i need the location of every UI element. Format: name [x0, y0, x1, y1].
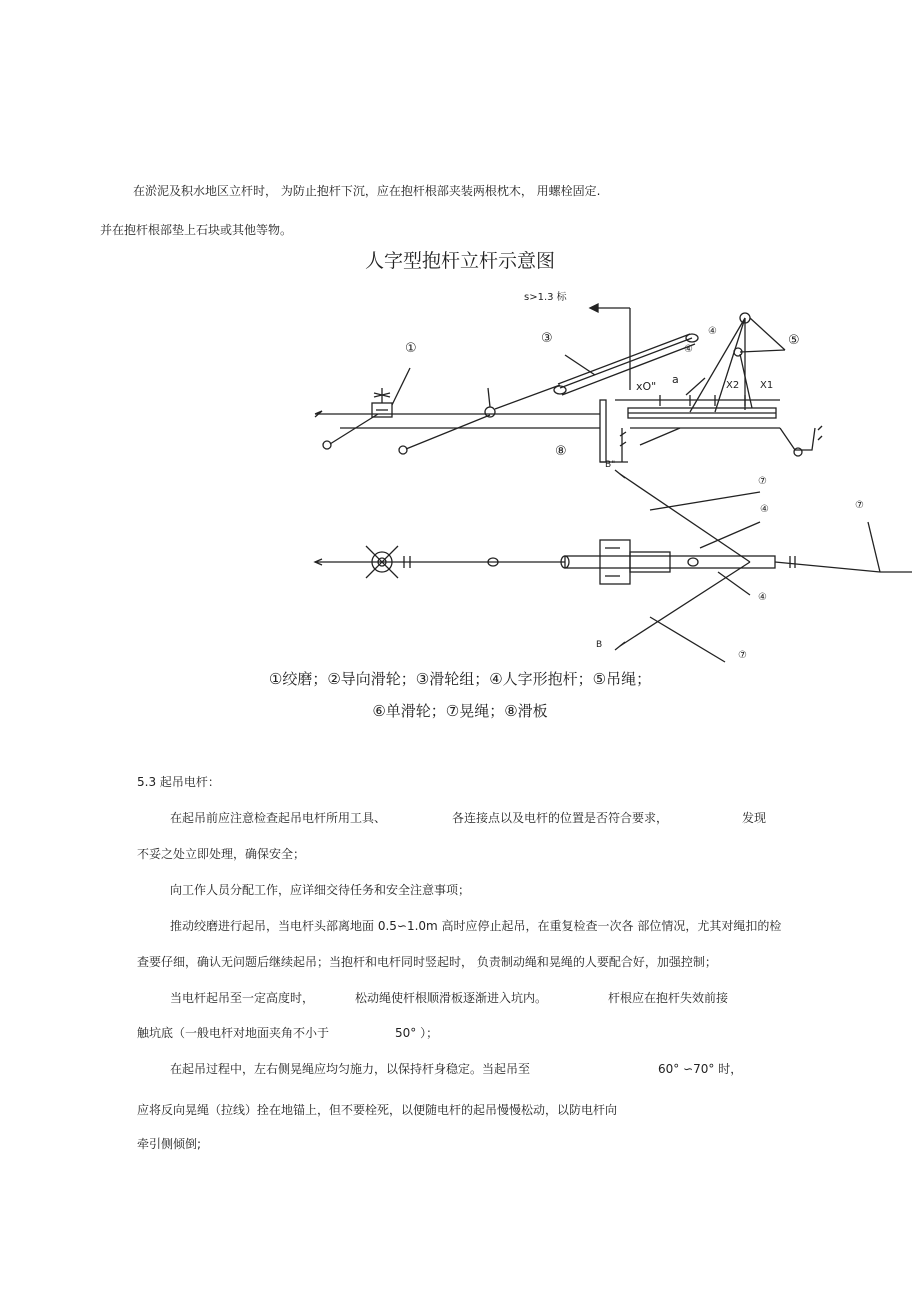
legend-line-1: ①绞磨；②导向滑轮；③滑轮组；④人字形抱杆；⑤吊绳；: [268, 670, 652, 688]
gin-pole-leg-1: [690, 318, 745, 412]
label-circle-4c: ④: [760, 504, 769, 515]
label-x1: X1: [760, 380, 774, 391]
pit-plan: [600, 540, 630, 584]
legend-line-2: ⑥单滑轮；⑦晃绳；⑧滑板: [372, 702, 548, 720]
winch-symbol: [372, 388, 392, 417]
p5-part-b: 60° ∽70° 时，: [658, 1062, 743, 1076]
section-heading: 5.3 起吊电杆：: [137, 775, 220, 789]
slide-board: [600, 400, 606, 462]
leader-3: [565, 355, 595, 375]
p4-part-c: 杆根应在抱杆失效前接: [608, 991, 729, 1005]
p1-part-a: 在起吊前应注意检查起吊电杆所用工具、: [170, 811, 387, 825]
p4-part-a: 当电杆起吊至一定高度时，: [170, 991, 315, 1005]
guy-rope-2: [620, 562, 750, 646]
p1-part-d: 不妥之处立即处理，确保安全；: [137, 847, 306, 861]
anchor-line-1: [330, 414, 378, 444]
p4-part-d: 触坑底（一般电杆对地面夹角不小于: [137, 1026, 330, 1040]
p5-part-d: 牵引侧倾倒;: [137, 1137, 202, 1151]
label-b: B: [596, 640, 603, 650]
p1-part-b: 各连接点以及电杆的位置是否符合要求，: [452, 811, 669, 825]
intro-line-2: 并在抱杆根部垫上石块或其他等物。: [100, 223, 293, 237]
p4-part-b: 松动绳使杆根顺滑板逐渐进入坑内。: [355, 991, 548, 1005]
p3-line-1: 推动绞磨进行起吊，当电杆头部离地面 0.5∽1.0m 高时应停止起吊，在重复检查一次各 部位情况，尤其对绳扣的检: [170, 919, 782, 933]
label-a: a: [672, 373, 679, 386]
anchor-ring-2: [399, 446, 407, 454]
anchor-line-2: [406, 415, 490, 449]
figure-title: 人字型抱杆立杆示意图: [364, 250, 555, 272]
label-circle-8: ⑧: [555, 444, 567, 459]
p2: 向工作人员分配工作，应详细交待任务和安全注意事项；: [170, 883, 471, 897]
label-circle-7b: ⑦: [855, 500, 864, 511]
label-circle-1: ①: [405, 341, 417, 356]
label-top-note: s>1.3 标: [524, 292, 567, 303]
gin-pole-leg-2: [715, 318, 745, 412]
label-circle-4d: ④: [758, 592, 767, 603]
guy-rope-1: [620, 474, 750, 562]
p4-part-e: 50° ）；: [395, 1026, 439, 1040]
p5-part-c: 应将反向晃绳（拉线）拴在地锚上，但不要栓死，以便随电杆的起吊慢慢松动，以防电杆向: [137, 1103, 618, 1117]
label-circle-5: ⑤: [788, 333, 800, 348]
label-circle-4a: ④: [708, 326, 717, 337]
label-circle-3: ③: [541, 331, 553, 346]
p1-part-c: 发现: [742, 811, 767, 825]
label-circle-4b: ④: [684, 344, 693, 355]
anchor-ring-1: [323, 441, 331, 449]
intro-line-1: 在淤泥及积水地区立杆时， 为防止抱杆下沉，应在抱杆根部夹装两根枕木， 用螺栓固定.: [133, 184, 601, 198]
label-xo: xO": [636, 380, 657, 393]
label-circle-7c: ⑦: [738, 650, 747, 661]
p5-part-a: 在起吊过程中，左右侧晃绳应均匀施力，以保持杆身稳定。当起吊至: [170, 1062, 531, 1076]
label-b-quote: B": [605, 460, 616, 470]
rope-to-tackle: [495, 385, 560, 409]
label-circle-7a: ⑦: [758, 476, 767, 487]
label-x2: X2: [726, 380, 740, 391]
leader-1: [392, 368, 410, 405]
p3-line-2: 查要仔细，确认无问题后继续起吊；当抱杆和电杆同时竖起时， 负责制动绳和晃绳的人要配合好，加强控制；: [137, 955, 717, 969]
guy-rope-3: [775, 562, 880, 572]
